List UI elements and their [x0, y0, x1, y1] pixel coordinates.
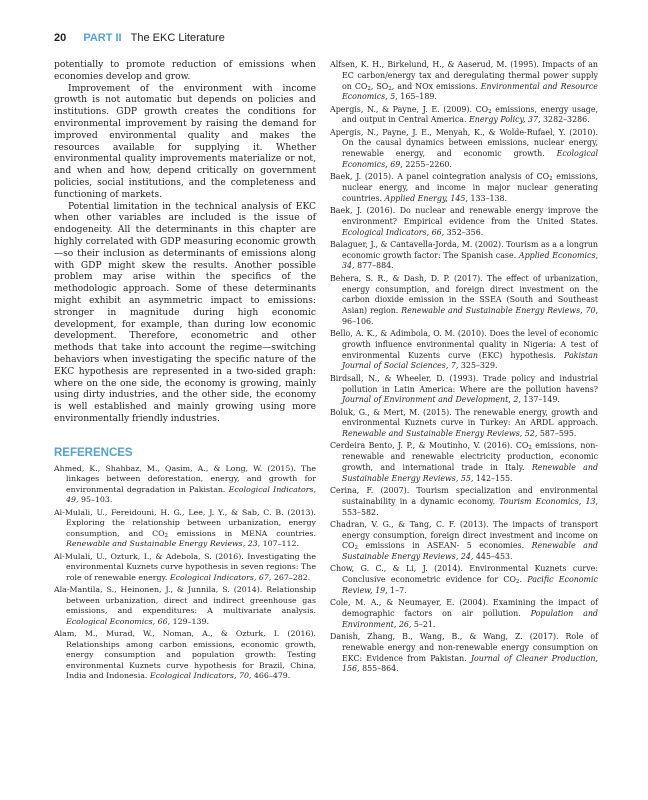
reference-pages: 96–106.: [342, 316, 374, 326]
reference-text: Al-Mulali, U., Fereidouni, H. G., Lee, J. Y., & Sab, C. B. (2013). Exploring the relationship between urbanization, energy consumption, and $CO_2$ emissions in MENA countries.: [54, 507, 316, 539]
reference-entry: [330, 408, 598, 440]
reference-list-right: [330, 60, 598, 677]
reference-text: Cerdeira Bento, J. P., & Moutinho, V. (2016). $CO_2$ emissions, non-renewable and renewable electricity production, economic growth, and international trade in Italy.: [330, 441, 598, 472]
reference-entry: [330, 60, 598, 103]
reference-pages: 107–112.: [260, 539, 300, 549]
reference-text: Alfsen, K. H., Birkelund, H., & Aaserud, M. (1995). Impacts of an EC carbon/energy tax and deregulating thermal power supply on $CO_2$, $SO_2$, and NOx emissions.: [330, 60, 598, 92]
reference-pages: 137–149.: [520, 395, 560, 405]
reference-entry: [330, 206, 598, 238]
reference-entry: [54, 585, 316, 627]
left-column: [54, 60, 316, 684]
reference-entry: [330, 128, 598, 171]
reference-pages: 129–139.: [170, 616, 209, 626]
reference-pages: 877–884.: [354, 261, 394, 271]
body-text: [54, 60, 316, 426]
reference-list-left: [54, 464, 316, 682]
reference-text: Cerina, F. (2007). Tourism specialization and environmental sustainability in a dynamic economy.: [330, 486, 598, 506]
reference-text: Ahmed, K., Shahbaz, M., Qasim, A., & Long, W. (2015). The linkages between deforestation, energy, and growth for environmental degradation in Pakistan.: [54, 463, 316, 494]
reference-text: Birdsall, N., & Wheeler, D. (1993). Trade policy and industrial pollution in Latin America: Where are the pollution havens?: [330, 373, 598, 394]
page-number: 20: [54, 32, 67, 44]
reference-text: Baek, J. (2015). A panel cointegration analysis of $CO_2$ emissions, nuclear energy, and income in major nuclear generating countries.: [330, 172, 598, 203]
reference-text: Balaguer, J., & Cantavella-Jorda, M. (2002). Tourism as a a longrun economic growth factor: The Spanish case.: [330, 239, 598, 260]
reference-pages: 142–155.: [473, 473, 513, 483]
reference-journal: Tourism Economics, 13,: [499, 496, 598, 506]
reference-pages: 466–479.: [251, 671, 291, 681]
reference-text: Behera, S. R., & Dash, D. P. (2017). The effect of urbanization, energy consumption, and foreign direct investment on the carbon dioxide emission in the SSEA (South and Southeast Asian) region.: [330, 273, 598, 316]
body-paragraph: Improvement of the environment with income growth is not automatic but depends on policies and institutions. GDP growth creates the conditions for environmental improvement by raising the demand for improved environmental quality and makes the resources available for supplying it. Whether environmental quality improvements materialize or not, and when and how, depend critically on government policies, social institutions, and the completeness and functioning of markets.: [54, 83, 316, 200]
reference-pages: 325–329.: [458, 361, 498, 371]
reference-journal: Ecological Indicators, 70,: [149, 671, 252, 681]
reference-pages: 133–138.: [467, 193, 508, 203]
body-paragraph: Potential limitation in the technical analysis of EKC when other variables are included is the issue of endogeneity. All the determinants in this chapter are highly correlated with GDP measuring economic growth—so their inclusion as determinants of emissions along with GDP might skew the results. Another possible problem may arise within the specifics of the methodologic approach. Some of these determinants might exhibit an asymmetric impact to emissions: stronger in magnitude during high economic development, for example, than during low economic development. Therefore, econometric and other methods that take into account the regime—switching behaviors when investigating the specific nature of the EKC hypothesis are represented in a two-sided graph: where on the one side, the economy is growing, mainly using dirty industries, and the other side, the economy is well established and mainly growing using more environmentally friendly industries.: [54, 201, 316, 424]
reference-pages: 95–103.: [78, 495, 113, 505]
reference-journal: Journal of Environment and Development, 2,: [342, 395, 521, 405]
reference-text: Boluk, G., & Mert, M. (2015). The renewable energy, growth and environmental Kuznets curve in Turkey: An ARDL approach.: [330, 407, 598, 428]
reference-journal: Ecological Indicators, 66,: [342, 227, 445, 237]
reference-text: Cole, M. A., & Neumayer, E. (2004). Examining the impact of demographic factors on air pollution.: [330, 598, 598, 619]
part-title: The EKC Literature: [130, 32, 225, 44]
reference-entry: [330, 105, 598, 127]
reference-entry: [330, 329, 598, 372]
reference-journal: Environmental and Resource Economics, 5,: [342, 81, 598, 102]
reference-text: Chow, G. C., & Li, J. (2014). Environmental Kuznets curve: Conclusive econometric evidence for $CO_2$.: [330, 564, 598, 586]
reference-pages: 587–595.: [537, 429, 577, 439]
reference-pages: 5–21.: [411, 619, 436, 629]
reference-journal: Renewable and Sustainable Energy Reviews, 70,: [401, 306, 599, 316]
reference-text: Al-Mulali, U., Ozturk, I., & Adebola, S. (2016). Investigating the environmental Kuznets curve hypothesis in seven regions: The role of renewable energy.: [54, 551, 316, 582]
reference-entry: [330, 598, 598, 630]
reference-text: Ala-Mantila, S., Heinonen, J., & Junnila, S. (2014). Relationship between urbanization, direct and indirect greenhouse gas emissions, and expenditures: A multivariate analysis.: [54, 585, 316, 616]
reference-text: Alam, M., Murad, W., Noman, A., & Ozturk, I. (2016). Relationships among carbon emissions, economic growth, energy consumption and population growth: Testing environmental Kuznets curve hypothesis for Brazil, China, India and Indonesia.: [54, 628, 316, 681]
reference-journal: Ecological Indicators, 67,: [169, 572, 272, 582]
reference-journal: Applied Energy, 145,: [384, 193, 468, 203]
reference-entry: [330, 274, 598, 328]
reference-entry: [330, 441, 598, 484]
reference-pages: 267–282.: [271, 572, 311, 582]
reference-entry: [330, 564, 598, 596]
reference-journal: Pakistan Journal of Social Sciences, 7,: [342, 350, 598, 371]
reference-journal: Renewable and Sustainable Energy Reviews, 24,: [342, 541, 598, 562]
reference-journal: Renewable and Sustainable Energy Reviews, 23,: [66, 539, 261, 549]
reference-pages: 445–453.: [473, 552, 513, 562]
reference-journal: Journal of Cleaner Production, 156,: [342, 653, 598, 674]
reference-journal: Ecological Economics, 69,: [342, 149, 598, 169]
reference-text: Chadran, V. G., & Tang, C. F. (2013). The impacts of transport energy consumption, foreign direct investment and income on $CO_2$ emissions in ASEAN- 5 economies.: [330, 519, 598, 552]
reference-pages: 2255–2260.: [402, 159, 452, 169]
reference-journal: Pacific Economic Review, 19,: [342, 575, 598, 595]
part-label: PART II: [83, 32, 122, 44]
reference-entry: [330, 374, 598, 406]
reference-journal: Ecological Indicators, 49,: [66, 484, 316, 505]
reference-entry: [330, 632, 598, 675]
reference-pages: 165–189.: [397, 92, 437, 102]
body-paragraph: potentially to promote reduction of emissions when economies develop and grow.: [54, 60, 316, 82]
reference-entry: [54, 552, 316, 584]
reference-journal: Applied Economics, 34,: [342, 250, 598, 271]
references-heading: REFERENCES: [54, 446, 133, 459]
reference-pages: 855–864.: [359, 664, 399, 674]
reference-pages: 553–582.: [342, 507, 379, 517]
reference-journal: Renewable and Sustainable Energy Reviews, 52,: [342, 429, 538, 439]
reference-entry: [330, 486, 598, 518]
reference-entry: [54, 464, 316, 506]
reference-journal: Renewable and Sustainable Energy Reviews, 55,: [342, 462, 598, 483]
reference-entry: [54, 508, 316, 550]
reference-text: Apergis, N., & Payne, J. E. (2009). $CO_2$ emissions, energy usage, and output in Central America.: [330, 104, 599, 125]
reference-pages: 352–356.: [444, 227, 484, 237]
reference-entry: [330, 240, 598, 272]
reference-pages: 3282–3286.: [540, 115, 590, 125]
reference-entry: [330, 172, 598, 204]
reference-journal: Ecological Economics, 66,: [66, 616, 171, 626]
reference-text: Apergis, N., Payne, J. E., Menyah, K., & Wolde-Rufael, Y. (2010). On the causal dynamics between emissions, nuclear energy, renewable energy, and economic growth.: [330, 127, 598, 159]
reference-text: Bello, A. K., & Adimbola, O. M. (2010). Does the level of economic growth influence environmental quality in Nigeria: A test of environmental Kuzents curve (EKC) hypothesis.: [330, 329, 598, 360]
reference-journal: Population and Environment, 26,: [342, 609, 598, 629]
reference-pages: 1–7.: [387, 585, 407, 595]
reference-entry: [330, 520, 598, 563]
reference-text: Danish, Zhang, B., Wang, B., & Wang, Z. (2017). Role of renewable energy and non-renewable energy consumption on EKC: Evidence from Pakistan.: [330, 632, 598, 663]
reference-journal: Energy Policy, 37,: [469, 115, 541, 125]
running-header: [54, 32, 225, 46]
reference-entry: [54, 629, 316, 682]
reference-text: Baek, J. (2016). Do nuclear and renewable energy improve the environment? Empirical evidence from the United States.: [330, 206, 598, 226]
